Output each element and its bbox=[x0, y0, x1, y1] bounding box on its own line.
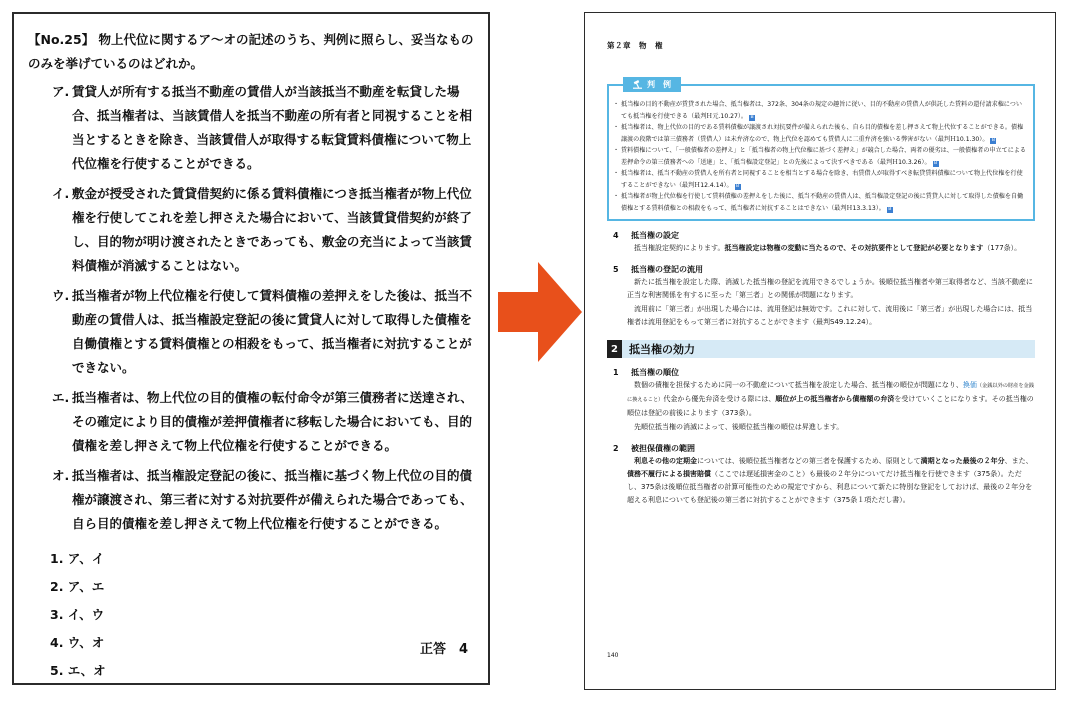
option-o bbox=[28, 464, 474, 536]
paragraph: 数個の債権を担保するために同一の不動産について抵当権を設定した場合、抵当権の順位が問題になり、換価（金銭以外の財産を金銭に換えること）代金から優先弁済を受ける際には、順位が上の抵当権者から債権額の弁済を受けていくことになります。その抵当権の順位は登記の前後によります（373条）。 bbox=[627, 381, 1034, 418]
ruling-item: ・ 抵当権者は、物上代位の目的である賃料債権が譲渡され対抗要件が備えられた後も、自ら目的債権を差し押さえて物上代位することができる。債権譲渡の段階では第三債務者（賃借人）は未弁済なので、物上代位を認めても賃借人に二重弁済を強いる弊害がない（最判Ｈ10.1.30）。 B bbox=[615, 122, 1026, 145]
b-badge-icon: B bbox=[888, 206, 892, 212]
choice-item: 3. イ、ウ bbox=[50, 607, 105, 622]
running-head: 第２章 物 権 bbox=[607, 41, 663, 50]
question-header: 【No.25】 物上代位に関するア～オの記述のうち、判例に照らし、妥当なもののみを挙げているのはどれか。 bbox=[28, 32, 474, 71]
answer-choices bbox=[28, 552, 474, 678]
ruling-box bbox=[607, 80, 1035, 221]
section-heading: 2 被担保債権の範囲 bbox=[613, 443, 695, 453]
paragraph: 先順位抵当権の消滅によって、後順位抵当権の順位は昇進します。 bbox=[634, 422, 844, 431]
chapter-number: 2 bbox=[607, 340, 622, 358]
section-4 bbox=[607, 229, 1035, 255]
ruling-box-tab bbox=[623, 77, 681, 92]
textbook-page bbox=[584, 12, 1056, 690]
b-badge-icon: B bbox=[933, 160, 938, 166]
subsection-1 bbox=[607, 366, 1035, 434]
choice-item: 1. ア、イ bbox=[50, 551, 105, 566]
b-badge-icon: B bbox=[750, 114, 754, 120]
b-badge-icon: B bbox=[991, 137, 996, 143]
section-5 bbox=[607, 263, 1035, 329]
section-heading: 4 抵当権の設定 bbox=[613, 231, 679, 240]
option-i bbox=[28, 182, 474, 278]
paragraph: 新たに抵当権を設定した際、消滅した抵当権の登記を流用できるでしょうか。後順位抵当権者や第三取得者など、当該不動産に正当な利害関係を有するに至った「第三者」との関係が問題になります。 bbox=[627, 278, 1033, 300]
gavel-icon bbox=[633, 80, 643, 89]
option-mark: ア. bbox=[52, 84, 70, 99]
option-text: 賃貸人が所有する抵当不動産の賃借人が当該抵当不動産を転貸した場合、抵当権者は、当該賃借人を抵当不動産の所有者と同視することを相当とするときを除き、当該賃借人が取得する転貸賃料債権について物上代位権を行使することができる。 bbox=[72, 84, 473, 171]
option-text: 抵当権者が物上代位権を行使して賃料債権の差押えをした後は、抵当不動産の賃借人は、抵当権設定登記の後に賃貸人に対して取得した債権を自働債権とする賃料債権との相殺をもって、抵当権者に対抗することができない。 bbox=[72, 288, 473, 375]
correct-answer: 正答 4 bbox=[419, 642, 468, 657]
ruling-item: ・ 賃料債権について、「一般債権者の差押え」と「抵当権者の物上代位権に基づく差押え」が競合した場合、両者の優劣は、一般債権者の申立てによる差押命令の第三債務者への「送達」と、「抵当権設定登記」との先後によって決すべきである（最判Ｈ10.3.26）。 B bbox=[615, 145, 1026, 168]
option-mark: オ. bbox=[52, 468, 70, 483]
option-mark: イ. bbox=[52, 186, 70, 201]
subsection-2 bbox=[607, 442, 1035, 508]
ruling-item: ・ 抵当権者が物上代位権を行使して賃料債権の差押えをした後に、抵当不動産の賃借人は、抵当権設定登記の後に賃貸人に対して取得した債権を自働債権とする賃料債権との相殺をもって、抵当権者に対抗することはできない（最判Ｈ13.3.13）。 B bbox=[615, 191, 1026, 214]
option-u bbox=[28, 284, 474, 380]
choice-item: 5. エ、オ bbox=[50, 663, 106, 678]
b-badge-icon: B bbox=[736, 183, 740, 189]
option-text: 敷金が授受された賃貸借契約に係る賃料債権につき抵当権者が物上代位権を行使してこれを差し押さえた場合において、当該賃貸借契約が終了し、目的物が明け渡されたときであっても、敷金の充当によって当該賃料債権が消滅することはない。 bbox=[72, 186, 472, 273]
option-a bbox=[28, 80, 474, 176]
section-heading: 5 抵当権の登記の流用 bbox=[613, 265, 703, 275]
paragraph: 流用前に「第三者」が出現した場合には、流用登記は無効です。これに対して、流用後に「第三者」が出現した場合には、抵当権者は流用登記をもって第三者に対抗することができます（最判S49.12.24）。 bbox=[627, 304, 1033, 326]
term-link: 換価 bbox=[962, 381, 977, 390]
page-number: 140 bbox=[607, 652, 619, 659]
option-e bbox=[28, 386, 474, 458]
option-mark: ウ. bbox=[52, 288, 70, 303]
ruling-item: ・ 抵当権者は、抵当不動産の賃借人を所有者と同視することを相当とする場合を除き、右賃借人が取得すべき転貸賃料債権について物上代位権を行使することができない（最判Ｈ12.4.14）。 B bbox=[615, 168, 1026, 191]
paragraph: 抵当権設定契約によります。抵当権設定は物権の変動に当たるので、その対抗要件として登記が必要となります（177条）。 bbox=[634, 244, 1022, 252]
choice-item: 2. ア、エ bbox=[50, 579, 105, 594]
chapter-heading bbox=[607, 340, 1035, 358]
ruling-item: ・ 抵当権の目的不動産が賃貸された場合、抵当権者は、372条、304条の規定の趣旨に従い、目的不動産の賃借人が供託した賃料の還付請求権についても抵当権を行使できる（最判Ｈ元.10.27）。 B bbox=[615, 99, 1026, 122]
ruling-box-title: 判 例 bbox=[647, 80, 671, 89]
option-text: 抵当権者は、抵当権設定登記の後に、抵当権に基づく物上代位の目的債権が譲渡され、第三者に対する対抗要件が備えられた場合であっても、自ら目的債権を差し押さえて物上代位権を行使することができる。 bbox=[72, 468, 473, 531]
right-arrow-icon bbox=[498, 262, 582, 362]
chapter-title: 抵当権の効力 bbox=[629, 343, 695, 357]
choice-item: 4. ウ、オ bbox=[50, 635, 105, 650]
question-panel bbox=[12, 12, 490, 685]
option-text: 抵当権者は、物上代位の目的債権の転付命令が第三債務者に送達され、その確定により目的債権が差押債権者に移転した場合においても、目的債権を差し押さえて物上代位権を行使することができる。 bbox=[72, 390, 473, 453]
option-mark: エ. bbox=[52, 390, 70, 405]
section-heading: 1 抵当権の順位 bbox=[613, 368, 679, 378]
paragraph: 利息その他の定期金については、後順位抵当権者などの第三者を保護するため、原則として満期となった最後の２年分、また、債務不履行による損害賠償（ここでは遅延損害金のこと）も最後の２年分についてだけ抵当権を行使できます（375条）。ただし、375条は後順位抵当権者の計算可能性のための規定ですから、利息について新たに特別な登記をしておけば、最後の２年分を超える利息についても登記後の第三者に対抗することができます（375条１項ただし書）。 bbox=[627, 456, 1033, 505]
